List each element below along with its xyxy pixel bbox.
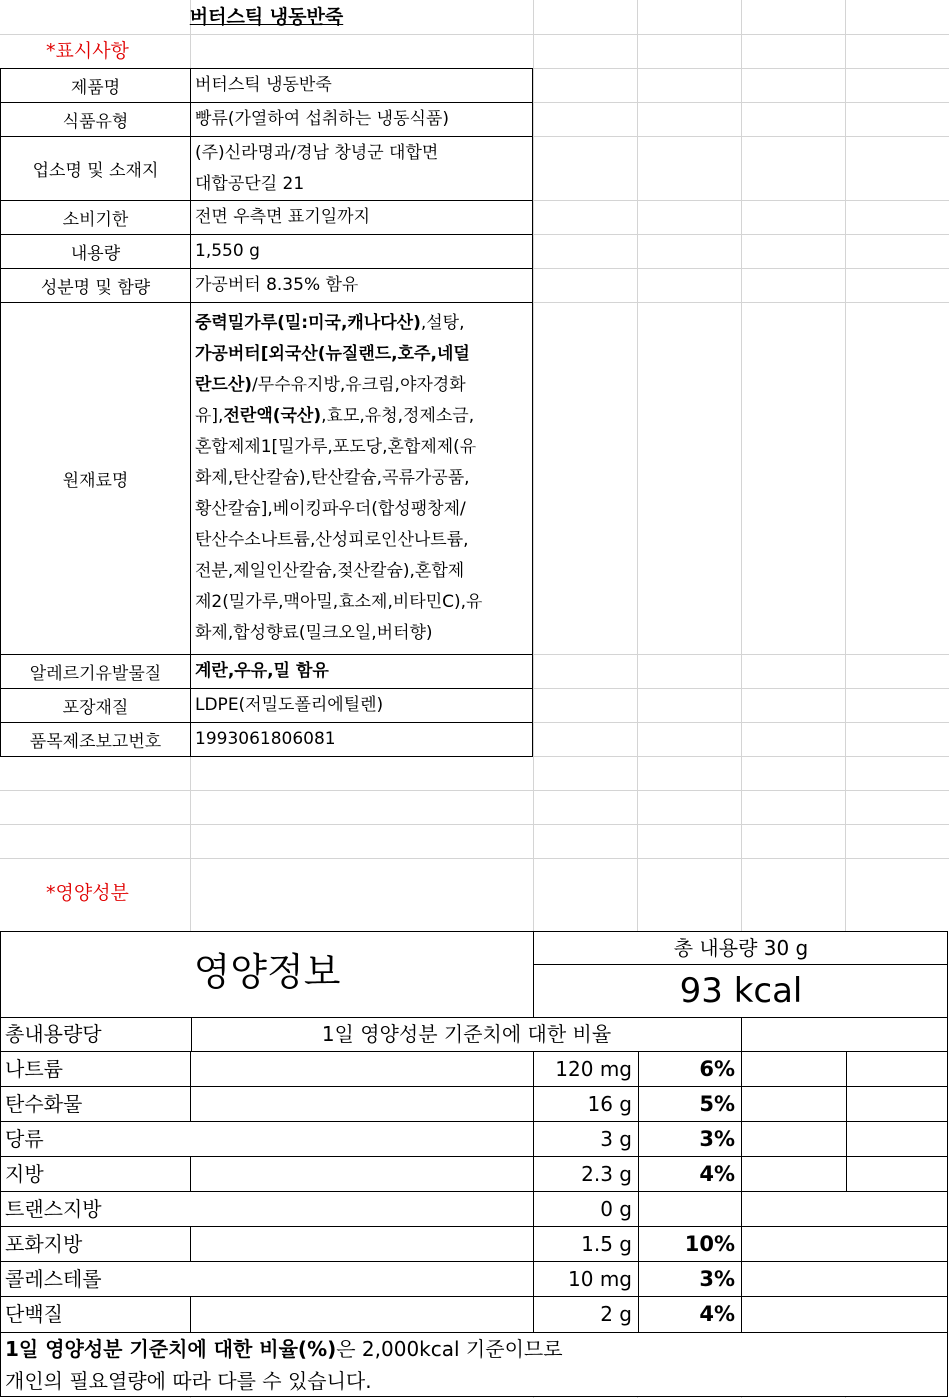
allergen-value: 계란,우유,밀 함유 [191, 655, 533, 689]
row-key: 성분명 및 함량 [1, 269, 191, 303]
empty-cell [742, 1052, 847, 1087]
nutrient-row [1, 1052, 948, 1087]
ingredient-line [195, 525, 528, 556]
nutrient-percent: 5% [638, 1087, 742, 1122]
ingredient-text: 전분,제일인산칼슘,젖산칼슘),혼합제 [195, 561, 465, 581]
ingredient-text: 유], [195, 406, 224, 426]
row-key: 식품유형 [1, 103, 191, 137]
empty-cell [742, 1157, 847, 1192]
row-key: 포장재질 [1, 689, 191, 723]
ingredient-text: 화제,합성향료(밀크오일,버터향) [195, 623, 433, 643]
row-value [191, 137, 533, 201]
row-value: 가공버터 8.35% 함유 [191, 269, 533, 303]
calories: 93 kcal [533, 965, 948, 1017]
ingredient-line [195, 556, 528, 587]
nutrient-row [1, 1297, 948, 1332]
nutrient-row [1, 1157, 948, 1192]
value-line: 대합공단길 21 [195, 173, 305, 194]
empty-cell [742, 1122, 847, 1157]
table-row [1, 103, 533, 137]
ingredient-line [195, 618, 528, 649]
nutrient-amount: 2 g [533, 1297, 638, 1332]
nutrient-percent: 4% [638, 1297, 742, 1332]
row-key: 알레르기유발물질 [1, 655, 191, 689]
nutrient-amount: 120 mg [533, 1052, 638, 1087]
nutrient-row [1, 1087, 948, 1122]
ingredient-line [195, 401, 528, 432]
empty-cell [742, 1297, 847, 1332]
nutrient-percent: 4% [638, 1157, 742, 1192]
table-row [1, 269, 533, 303]
nutrient-percent: 10% [638, 1227, 742, 1262]
nutrient-row [1, 1122, 948, 1157]
ingredient-text: 화제,탄산칼슘),탄산칼슘,곡류가공품, [195, 468, 470, 488]
ingredient-line [195, 339, 528, 370]
nutrient-amount: 10 mg [533, 1262, 638, 1297]
footnote-line: 개인의 필요열량에 따라 다를 수 있습니다. [5, 1369, 372, 1393]
nutrition-heading: 영양정보 [193, 950, 341, 994]
ingredient-bold-text: 란드산) [195, 375, 253, 395]
ingredient-bold-text: 전란액(국산) [223, 406, 322, 426]
table-row [1, 235, 533, 269]
table-row [1, 137, 533, 201]
total-amount: 총 내용량 30 g [533, 932, 948, 965]
row-value: 버터스틱 냉동반죽 [191, 69, 533, 103]
table-row [1, 69, 533, 103]
nutrient-name: 탄수화물 [1, 1087, 191, 1122]
nutrient-name: 당류 [5, 1127, 44, 1151]
row-value: 1993061806081 [191, 723, 533, 757]
footnote-bold: 1일 영양성분 기준치에 대한 비율(%) [5, 1337, 337, 1361]
table-row [1, 723, 533, 757]
value-line: (주)신라명과/경남 창녕군 대합면 [195, 142, 439, 163]
ingredient-text: ,효모,유청,정제소금, [321, 406, 475, 426]
footnote-line [1, 1333, 948, 1365]
footnote [1, 1332, 948, 1396]
ingredient-text: 혼합제제1[밀가루,포도당,혼합제제(유 [195, 437, 477, 457]
row-key: 품목제조보고번호 [1, 723, 191, 757]
per-label: 총내용량당 [5, 1022, 102, 1046]
nutrient-name: 단백질 [1, 1297, 191, 1332]
row-value: 전면 우측면 표기일까지 [191, 201, 533, 235]
row-key: 업소명 및 소재지 [1, 137, 191, 201]
ingredient-line [195, 494, 528, 525]
empty-cell [742, 1192, 847, 1227]
ingredient-text: /무수유지방,유크림,야자경화 [252, 375, 466, 395]
daily-value-label: 1일 영양성분 기준치에 대한 비율 [191, 1017, 742, 1052]
ingredient-text: 황산칼슘],베이킹파우더(합성팽창제/ [195, 499, 466, 519]
document-title: 버터스틱 냉동반죽 [189, 6, 344, 28]
nutrient-row [1, 1227, 948, 1262]
row-key: 내용량 [1, 235, 191, 269]
table-row [1, 689, 533, 723]
ingredient-line [195, 463, 528, 494]
nutrient-row [1, 1262, 948, 1297]
nutrient-percent: 3% [638, 1262, 742, 1297]
nutrient-amount: 0 g [533, 1192, 638, 1227]
ingredient-bold-text: 가공버터[외국산(뉴질랜드,호주,네덜 [195, 344, 470, 364]
nutrition-section-heading: *영양성분 [46, 882, 129, 904]
table-row [1, 303, 533, 655]
row-value: 1,550 g [191, 235, 533, 269]
ingredient-line [195, 308, 528, 339]
row-key: 제품명 [1, 69, 191, 103]
nutrient-percent [638, 1192, 742, 1227]
nutrient-name: 나트륨 [1, 1052, 191, 1087]
nutrient-name: 지방 [1, 1157, 191, 1192]
ingredient-text: 탄산수소나트륨,산성피로인산나트륨, [195, 530, 469, 550]
nutrient-amount: 1.5 g [533, 1227, 638, 1262]
nutrient-name: 포화지방 [1, 1227, 191, 1262]
footnote-rest: 은 2,000kcal 기준이므로 [336, 1337, 563, 1361]
row-value: LDPE(저밀도폴리에틸렌) [191, 689, 533, 723]
nutrient-amount: 3 g [533, 1122, 638, 1157]
empty-cell [742, 1227, 847, 1262]
nutrient-amount: 2.3 g [533, 1157, 638, 1192]
nutrient-row [1, 1192, 948, 1227]
nutrient-name: 콜레스테롤 [5, 1267, 102, 1291]
nutrition-facts-table [0, 931, 948, 1397]
row-value: 빵류(가열하여 섭취하는 냉동식품) [191, 103, 533, 137]
nutrient-amount: 16 g [533, 1087, 638, 1122]
ingredient-text: 제2(밀가루,맥아밀,효소제,비타민C),유 [195, 592, 483, 612]
ingredient-line [195, 370, 528, 401]
nutrient-percent: 6% [638, 1052, 742, 1087]
ingredient-bold-text: 중력밀가루(밀:미국,캐나다산) [195, 313, 421, 333]
nutrient-percent: 3% [638, 1122, 742, 1157]
row-key: 원재료명 [1, 303, 191, 655]
ingredient-text: ,설탕, [420, 313, 465, 333]
label-section-heading: *표시사항 [46, 40, 129, 62]
nutrient-name: 트랜스지방 [5, 1197, 102, 1221]
label-info-table [0, 68, 533, 757]
ingredients-value [191, 303, 533, 655]
ingredient-line [195, 587, 528, 618]
ingredient-line [195, 432, 528, 463]
table-row [1, 655, 533, 689]
row-key: 소비기한 [1, 201, 191, 235]
empty-cell [742, 1262, 847, 1297]
empty-cell [742, 1087, 847, 1122]
table-row [1, 201, 533, 235]
